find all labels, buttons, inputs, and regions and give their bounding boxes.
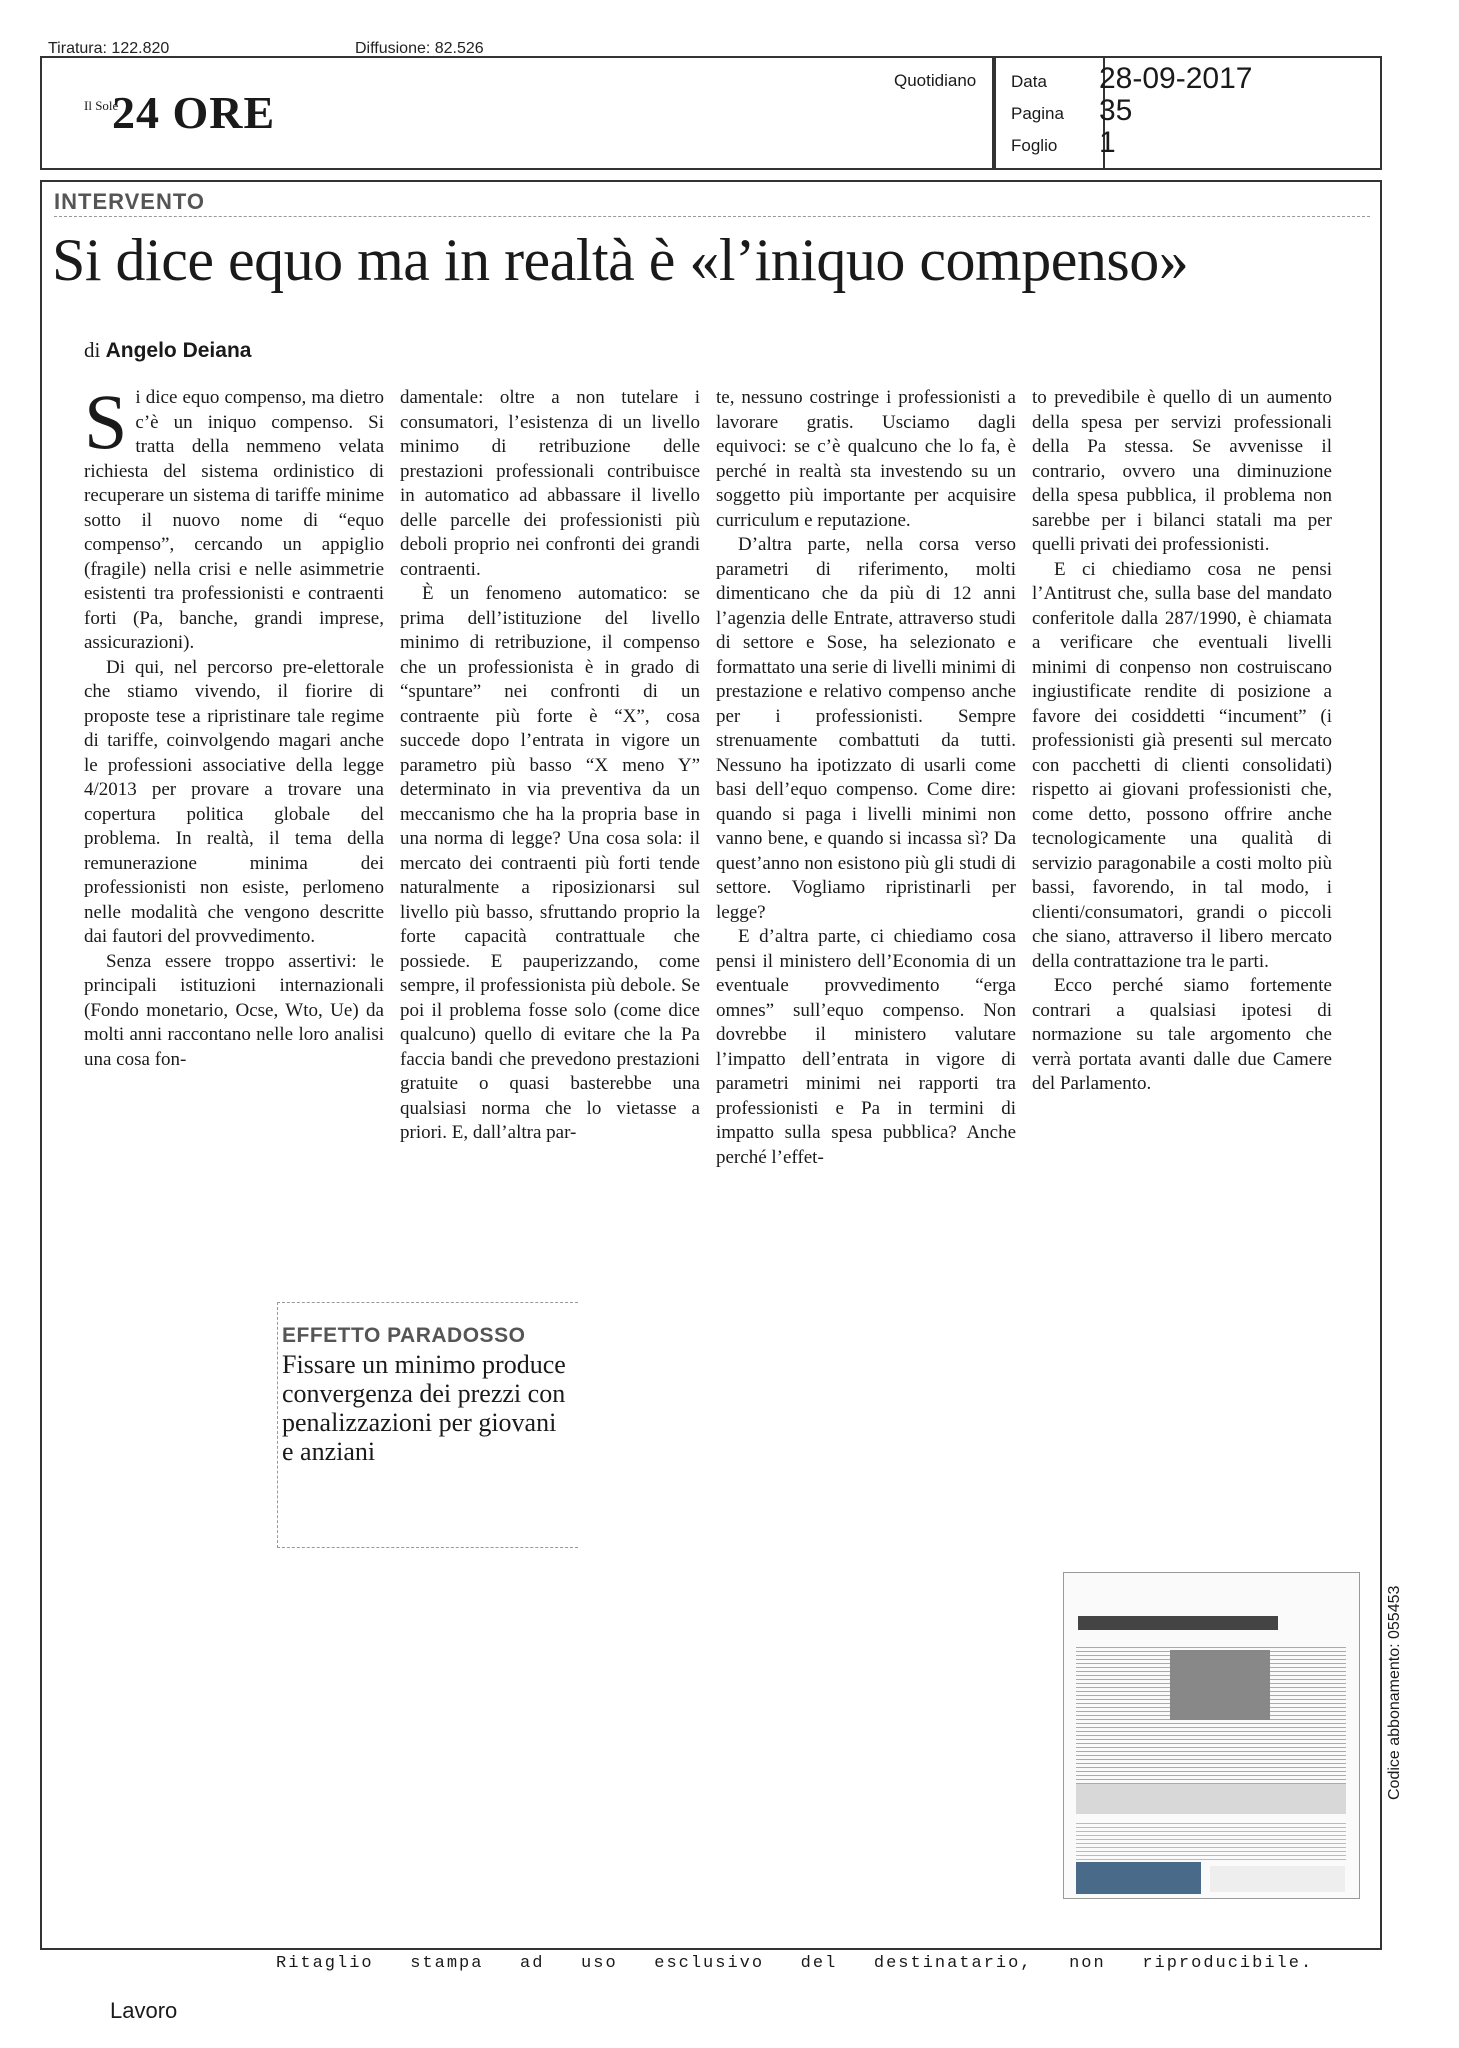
article-column-3 [716, 386, 1016, 1170]
quotidiano-label: Quotidiano [894, 71, 977, 90]
dropcap: S [84, 378, 128, 465]
thumbnail-advert-text [1210, 1866, 1345, 1892]
pullquote-headline: Fissare un minimo produce convergenza dei prezzi con penalizzazioni per giovani e anziani [282, 1350, 566, 1466]
data-value: 28-09-2017 [1099, 62, 1253, 95]
paragraph: È un fenomeno automatico: se prima dell’istituzione del livello minimo di retribuzione, il compenso che un professionista è in grado di “spuntare” nei confronti di un contraente più forte è “X”, cosa succede dopo l’entrata in vigore un parametro più basso “X meno Y” determinato in via preventiva da un meccanismo che ha la propria base in una norma di legge? Una cosa sola: il mercato dei contraenti più forti tende naturalmente a riposizionarsi sul livello più basso, sfruttando proprio la forte capacità contrattuale che possiede. E pauperizzando, come sempre, il professionista più debole. Se poi il problema fosse solo (come dice qualcuno) quello di evitare che la Pa faccia bandi che prevedono prestazioni gratuite o quasi basterebbe una qualsiasi norma che lo vietasse a priori. E, dall’altra par- [400, 583, 700, 1143]
foglio-label: Foglio [1011, 136, 1058, 155]
article-kicker: INTERVENTO [54, 189, 205, 214]
thumbnail-advert [1076, 1862, 1201, 1894]
article-title: Si dice equo ma in realtà è «l’iniquo compenso» [52, 227, 1189, 293]
paragraph: Senza essere troppo assertivi: le principali istituzioni internazionali (Fondo monetario, Ocse, Wto, Ue) da molti anni raccontano nelle loro analisi una cosa fon- [84, 950, 384, 1070]
newspaper-logo: 24 ORE [112, 87, 276, 138]
article-column-2 [400, 386, 700, 1146]
paragraph: Si dice equo compenso, ma dietro c’è un iniquo compenso. Si tratta della nemmeno velata richiesta del sistema ordinistico di recuperare un sistema di tariffe minime sotto il nuovo nome di “equo compenso”, cercando un appiglio (fragile) nella crisi e nelle asimmetrie esistenti tra professionisti e contraenti forti (Pa, banche, grandi imprese, assicurazioni). [84, 378, 384, 653]
section-label: Lavoro [110, 1998, 178, 2023]
data-label: Data [1011, 72, 1047, 91]
paragraph: Ecco perché siamo fortemente contrari a qualsiasi ipotesi di normazione su tale argomento che verrà portata avanti dalle due Camere del Parlamento. [1032, 975, 1332, 1094]
pagina-value: 35 [1099, 94, 1133, 127]
thumbnail-headline-bar [1078, 1616, 1278, 1630]
pullquote-kicker: EFFETTO PARADOSSO [282, 1324, 526, 1347]
subscription-code: Codice abbonamento: 055453 [1386, 1585, 1403, 1800]
thumbnail-text-block [1076, 1820, 1346, 1860]
thumbnail-article-band [1076, 1784, 1346, 1814]
paragraph: E d’altra parte, ci chiediamo cosa pensi il ministero dell’Economia di un eventuale provvedimento “erga omnes” sull’equo compenso. Non dovrebbe il ministero valutare l’impatto dell’entrata in vigore di parametri minimi nei rapporti tra professionisti e Pa in termini di impatto sulla spesa pubblica? Anche perché l’effet- [716, 926, 1016, 1168]
logo-small-text: Il Sole [84, 98, 119, 113]
tiratura-text: Tiratura: 122.820 [48, 40, 170, 57]
article-column-4 [1032, 386, 1332, 1097]
paragraph: te, nessuno costringe i professionisti a lavorare gratis. Usciamo dagli equivoci: se c’è qualcuno che lo fa, è perché in realtà sta investendo su un soggetto più importante per acquisire curriculum e reputazione. [716, 387, 1016, 531]
byline [84, 338, 251, 363]
diffusione-text: Diffusione: 82.526 [355, 40, 484, 57]
kicker-rule [54, 216, 1370, 217]
paragraph: E ci chiediamo cosa ne pensi l’Antitrust che, sulla base del mandato conferitole dalla 287/1990, è chiamata a verificare che eventuali livelli minimi di conpenso non costruiscano ingiustificate rendite di posizione a favore dei cosiddetti “incument” (i professionisti già presenti sul mercato con pacchetti di clienti consolidati) rispetto ai giovani professionisti che, come detto, possono offrire anche tecnologicamente una qualità di servizio paragonabile a costi molto più bassi, favorendo, in tal modo, i clienti/consumatori, grandi o piccoli che siano, attraverso il libero mercato della contrattazione tra le parti. [1032, 558, 1332, 972]
paragraph: to prevedibile è quello di un aumento della spesa per servizi professionali della Pa stessa. Se avvenisse il contrario, ovvero una diminuzione della spesa pubblica, il problema non sarebbe per i bilanci statali ma per quelli privati dei professionisti. [1032, 387, 1332, 555]
article-column-1 [84, 378, 384, 1072]
byline-prefix: di [84, 338, 101, 362]
pagina-label: Pagina [1011, 104, 1064, 123]
paragraph: damentale: oltre a non tutelare i consumatori, l’esistenza di un livello minimo di retribuzione delle prestazioni professionali contribuisce in automatico ad abbassare il livello delle parcelle dei professionisti più deboli proprio nei confronti dei grandi contraenti. [400, 387, 700, 580]
header-divider [992, 56, 996, 170]
byline-author: Angelo Deiana [105, 339, 252, 362]
paragraph: Di qui, nel percorso pre-elettorale che stiamo vivendo, il fiorire di proposte tese a ripristinare tale regime di tariffe, coinvolgendo magari anche le professioni associative della legge 4/2013 per provare a trovare una copertura politica globale del problema. In realtà, il tema della remunerazione minima dei professionisti non esiste, perlomeno nelle modalità che vengono descritte dai fautori del provvedimento. [84, 656, 384, 947]
thumbnail-photo [1170, 1650, 1270, 1720]
foglio-value: 1 [1099, 126, 1116, 159]
footer-notice: Ritaglio stampa ad uso esclusivo del destinatario, non riproducibile. [276, 1954, 1314, 1973]
paragraph: D’altra parte, nella corsa verso parametri di riferimento, molti dimenticano che da più di 12 anni l’agenzia delle Entrate, attraverso studi di settore e Sose, ha selezionato e formattato una serie di livelli minimi di prestazione e relativo compenso anche per i professionisti. Sempre strenuamente combattuti da tutti. Nessuno ha ipotizzato di usarli come basi dell’equo compenso. Come dire: quando si paga i livelli minimi non vanno bene, e quando si incassa sì? Da quest’anno non esistono più gli studi di settore. Vogliamo ripristinarli per legge? [716, 534, 1016, 923]
